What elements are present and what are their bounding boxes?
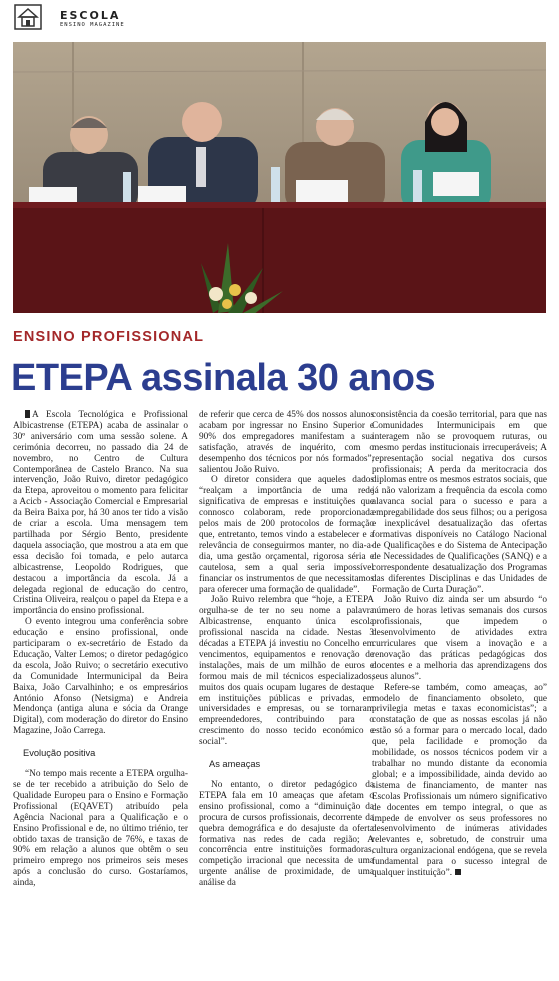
- article-photo: [13, 42, 546, 313]
- article-column-2: [199, 410, 374, 889]
- paragraph: João Ruivo diz ainda ser um absurdo “o número de horas letivas semanais dos cursos profissionais, que impedem o desenvolvimento de atividades extra curriculares que visem a inovação e a renovação das práticas pedagógicas dos docentes e a melhoria das aprendizagens dos seus alunos”.: [372, 595, 547, 682]
- article-column-1: [13, 410, 188, 889]
- masthead-brand: ESCOLA: [60, 9, 121, 22]
- paragraph: consistência da coesão territorial, para que nas Comunidades Intermunicipais em que interagem não se provoquem ruturas, ou mesmo perdas institucionais irrecuperáveis; A representação social negativa dos cursos profissionais; A perda da meritocracia dos diplomas entre os mesmos estratos sociais, que já não valorizam a frequência da escola como alavanca social para o sucesso e para a empregabilidade dos seus filhos; ou a perigosa e inexplicável desatualização das ofertas formativas disponíveis no Catálogo Nacional de Qualificações e do Sistema de Antecipação de Necessidades de Qualificações (SANQ) e a correspondente desatualização dos Programas das diferentes Disciplinas e das Unidades de Formação de Curta Duração”.: [372, 410, 547, 595]
- paragraph: “No tempo mais recente a ETEPA orgulha-se de ter recebido a atribuição do Selo de Qualidade Europeu para o Ensino e Formação Profissional (EQAVET) atribuído pela Agência Nacional para a Qualificação e o Ensino Profissional e de, no último triénio, ter obtido taxas de transição de 76%, e taxas de 90% em relação a alunos que obtêm o seu primeiro emprego nos primeiros seis meses após a conclusão do curso. Gostaríamos, ainda,: [13, 769, 188, 889]
- paragraph: O diretor considera que aqueles dados “realçam a importância de uma rede significativa de empresas e instituições que connosco colaboram, rede proporcionada pelos mais de 200 protocolos de formação que, entretanto, temos vindo a estabelecer e a relevância de conseguirmos manter, no dia-a-dia, uma gestão orçamental, rigorosa séria e cautelosa, sem a qual seria impossível financiar os instrumentos de que necessitamos para oferecer uma formação de qualidade”.: [199, 475, 374, 595]
- paragraph: A Escola Tecnológica e Profissional Albicastrense (ETEPA) acaba de assinalar o 30º aniversário com uma sessão solene. A cerimónia decorreu, no passado dia 24 de novembro, no Centro de Cultura Contemporânea de Castelo Branco. Na sua intervenção, João Ruivo, diretor pedagógico da Etepa, aproveitou o momento para felicitar a Acicb - Associação Comercial e Empresarial da Beira Baixa por, há 30 anos ter tido a visão de criar a escola. Uma mensagem tem partilhada por Sérgio Bento, presidente daquela associação, que mostrou a ata em que essa decisão foi tomada, e pelo autarca albicastrense, Leopoldo Rodrigues, que destacou a importância da escola. Já a delegada regional de educação do centro, Cristina Oliveira, realçou o papel da Etepa e a importância do ensino profissional.: [13, 410, 188, 617]
- paragraph: O evento integrou uma conferência sobre educação e ensino profissional, onde participaram o ex-secretário de Estado da Educação, Valter Lemos; o diretor pedagógico da escola, João Ruivo; o secretário executivo da Comunidade Intermunicipal da Beira Baixa, João Carvalhinho; e os empresários António Afonso (Netsigma) e Andreia Mendonça (antiga aluna e sócia da Orange Digital), com moderação do diretor do Ensino Magazine, João Carrega.: [13, 617, 188, 737]
- end-mark: [455, 869, 461, 875]
- school-house-icon: [14, 4, 42, 30]
- paragraph: João Ruivo relembra que “hoje, a ETEPA orgulha-se de ter no seu nome a palavra Albicastrense, enquanto única escola profissional nascida na cidade. Nestas 3 décadas a ETEPA já investiu no Concelho em vencimentos, equipamentos e renovação de instalações, mais de um milhão de euros e formou mais de mil técnicos especializados, muitos dos quais ocupam lugares de destaque em instituições públicas e privadas, em universidades e empresas, ou se tornaram empreendedores, contribuindo para o crescimento do nosso tecido económico e social”.: [199, 595, 374, 748]
- paragraph: No entanto, o diretor pedagógico da ETEPA fala em 10 ameaças que afetam o ensino profissional, como a “diminuição da procura de cursos profissionais, decorrente da quebra demográfica e do desajuste da oferta formativa nas redes de cada região; A concorrência entre instituições formadoras, competição irracional que necessita de uma urgente análise de proximidade, de uma análise da: [199, 780, 374, 889]
- subheading: Evolução positiva: [23, 748, 96, 759]
- article-column-3: [372, 410, 547, 879]
- masthead-tagline: ENSINO MAGAZINE: [60, 22, 125, 28]
- subheading: As ameaças: [209, 759, 261, 770]
- paragraph: Refere-se também, como ameaças, ao” modelo de financiamento obsoleto, que privilegia metas e taxas economicistas”; a constatação de que as nossas escolas já não estão só a formar para o mercado local, dado que, pela facilidade e promoção da mobilidade, os nossos técnicos podem vir a trabalhar no mundo distante da economia global; e a impossibilidade, ainda devido ao sistema de financiamento, de manter nas Escolas Profissionais um número significativo de docentes em tempo integral, o que as impede de envolver os seus professores no desenvolvimento de inúmeras atividades relevantes e, sobretudo, de construir uma cultura organizacional endógena, que se revela fundamental para o sucesso integral de qualquer instituição”.: [372, 682, 547, 879]
- section-label: ENSINO PROFISSIONAL: [13, 329, 205, 345]
- article-headline: ETEPA assinala 30 anos: [11, 357, 436, 399]
- paragraph: de referir que cerca de 45% dos nossos alunos acabam por ingressar no Ensino Superior e 90% dos empregadores manifestam a sua satisfação, através de inquérito, com o desempenho dos técnicos por nós formados”, salientou João Ruivo.: [199, 410, 374, 475]
- lead-mark: [25, 410, 30, 418]
- masthead: [0, 0, 559, 40]
